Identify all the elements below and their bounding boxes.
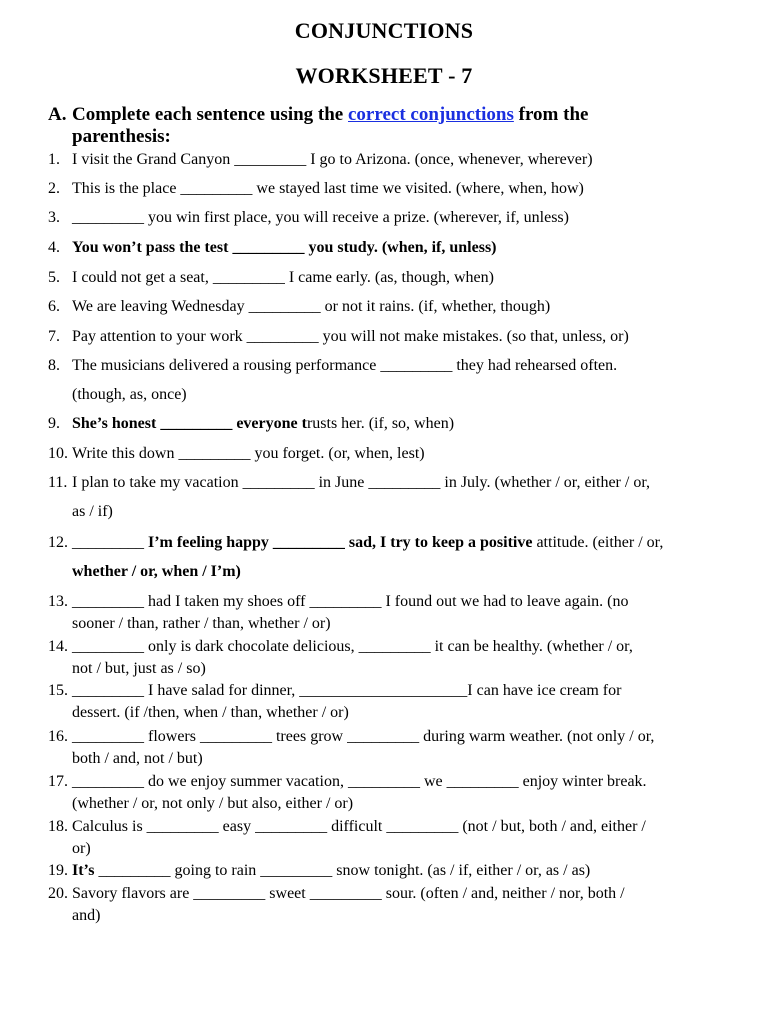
text-segment: _________ do we enjoy summer vacation, _________ we _________ enjoy winter break. [72, 773, 647, 790]
question-text-line [72, 471, 650, 494]
text-segment: _________ only is dark chocolate delicious, _________ it can be healthy. (whether / or, [72, 638, 633, 655]
question-text-line [72, 383, 187, 406]
question-number: 1. [48, 151, 60, 168]
question-text-line [72, 531, 663, 554]
question-text-line [72, 325, 629, 348]
question-number: 20. [48, 885, 68, 902]
question-text-line [72, 725, 654, 748]
question-text-line [72, 177, 584, 200]
text-segment: _________ had I taken my shoes off _________ I found out we had to leave again. (no [72, 593, 629, 610]
correct-conjunctions-link[interactable]: correct conjunctions [348, 104, 514, 125]
question-text-line [72, 590, 628, 613]
question-text-line [72, 266, 494, 289]
question-text-line [72, 904, 100, 927]
question-text-line [72, 612, 331, 635]
bold-text-segment: She’s honest _________ everyone t [72, 415, 307, 432]
question-text-line [72, 295, 550, 318]
text-segment: rusts her. (if, so, when) [306, 415, 455, 432]
question-number: 13. [48, 593, 68, 610]
text-segment: Write this down _________ you forget. (or, when, lest) [72, 445, 425, 462]
question-text-line [72, 657, 206, 680]
question-number: 4. [48, 239, 60, 256]
bold-text-segment: whether / or, when / I’m) [72, 563, 241, 580]
question-text-line [72, 792, 353, 815]
instruction-post: from the [513, 104, 589, 125]
bold-text-segment: I’m feeling happy _________ sad, I try to keep a positive [148, 534, 533, 551]
text-segment: (though, as, once) [72, 386, 187, 403]
text-segment: and) [72, 907, 101, 924]
text-segment: sooner / than, rather / than, whether / or) [72, 615, 331, 632]
text-segment: as / if) [72, 503, 113, 520]
text-segment: not / but, just as / so) [72, 660, 206, 677]
text-segment: _________ going to rain _________ snow tonight. (as / if, either / or, as / as) [94, 862, 591, 879]
text-segment: We are leaving Wednesday _________ or not it rains. (if, whether, though) [72, 298, 551, 315]
text-segment: _________ you win first place, you will receive a prize. (wherever, if, unless) [72, 209, 569, 226]
question-number: 10. [48, 445, 68, 462]
question-text-line [72, 701, 349, 724]
question-number: 17. [48, 773, 68, 790]
text-segment: _________ [72, 534, 148, 551]
question-number: 18. [48, 818, 68, 835]
text-segment: I visit the Grand Canyon _________ I go to Arizona. (once, whenever, wherever) [72, 151, 593, 168]
question-text-line [72, 354, 617, 377]
question-number: 12. [48, 534, 68, 551]
text-segment: Pay attention to your work _________ you will not make mistakes. (so that, unless, or) [72, 328, 629, 345]
text-segment: I plan to take my vacation _________ in June _________ in July. (whether / or, either / or, [72, 474, 651, 491]
question-number: 11. [48, 474, 68, 491]
worksheet-number: WORKSHEET - 7 [295, 63, 473, 88]
question-text-line [72, 635, 633, 658]
text-segment: attitude. (either / or, [532, 534, 664, 551]
text-segment: This is the place _________ we stayed last time we visited. (where, when, how) [72, 180, 584, 197]
question-text-line [72, 815, 646, 838]
page-title: CONJUNCTIONS [294, 18, 474, 43]
section-letter: A. [48, 104, 67, 125]
question-text-line [72, 206, 569, 229]
text-segment: I could not get a seat, _________ I came early. (as, though, when) [72, 269, 494, 286]
instruction-text [72, 104, 722, 148]
text-segment: dessert. (if /then, when / than, whether / or) [72, 704, 349, 721]
question-number: 8. [48, 357, 60, 374]
question-number: 14. [48, 638, 68, 655]
text-segment: both / and, not / but) [72, 750, 203, 767]
question-number: 15. [48, 682, 68, 699]
question-text-line [72, 560, 241, 583]
question-text-line [72, 837, 91, 860]
bold-text-segment: It’s [72, 862, 95, 879]
text-segment: Calculus is _________ easy _________ difficult _________ (not / but, both / and, either / [72, 818, 646, 835]
text-segment: Savory flavors are _________ sweet _________ sour. (often / and, neither / nor, both / [72, 885, 625, 902]
bold-text-segment: You won’t pass the test _________ you study. (when, if, unless) [72, 239, 497, 256]
question-text-line [72, 412, 454, 435]
question-number: 7. [48, 328, 60, 345]
text-segment: (whether / or, not only / but also, either / or) [72, 795, 354, 812]
question-text-line [72, 442, 425, 465]
text-segment: or) [72, 840, 91, 857]
question-number: 2. [48, 180, 60, 197]
question-number: 6. [48, 298, 60, 315]
question-text-line [72, 770, 647, 793]
question-number: 3. [48, 209, 60, 226]
question-text-line [72, 679, 621, 702]
instruction-line2: parenthesis: [72, 126, 171, 147]
question-number: 5. [48, 269, 60, 286]
text-segment: The musicians delivered a rousing performance _________ they had rehearsed often. [72, 357, 618, 374]
text-segment: _________ I have salad for dinner, _____________________I can have ice cream for [72, 682, 622, 699]
question-text-line [72, 148, 593, 171]
question-text-line [72, 236, 497, 259]
question-text-line [72, 747, 203, 770]
question-text-line [72, 500, 113, 523]
question-number: 16. [48, 728, 68, 745]
text-segment: _________ flowers _________ trees grow _________ during warm weather. (not only / or, [72, 728, 655, 745]
question-text-line [72, 859, 590, 882]
question-number: 19. [48, 862, 68, 879]
instruction-pre: Complete each sentence using the [72, 104, 348, 125]
question-number: 9. [48, 415, 60, 432]
question-text-line [72, 882, 625, 905]
